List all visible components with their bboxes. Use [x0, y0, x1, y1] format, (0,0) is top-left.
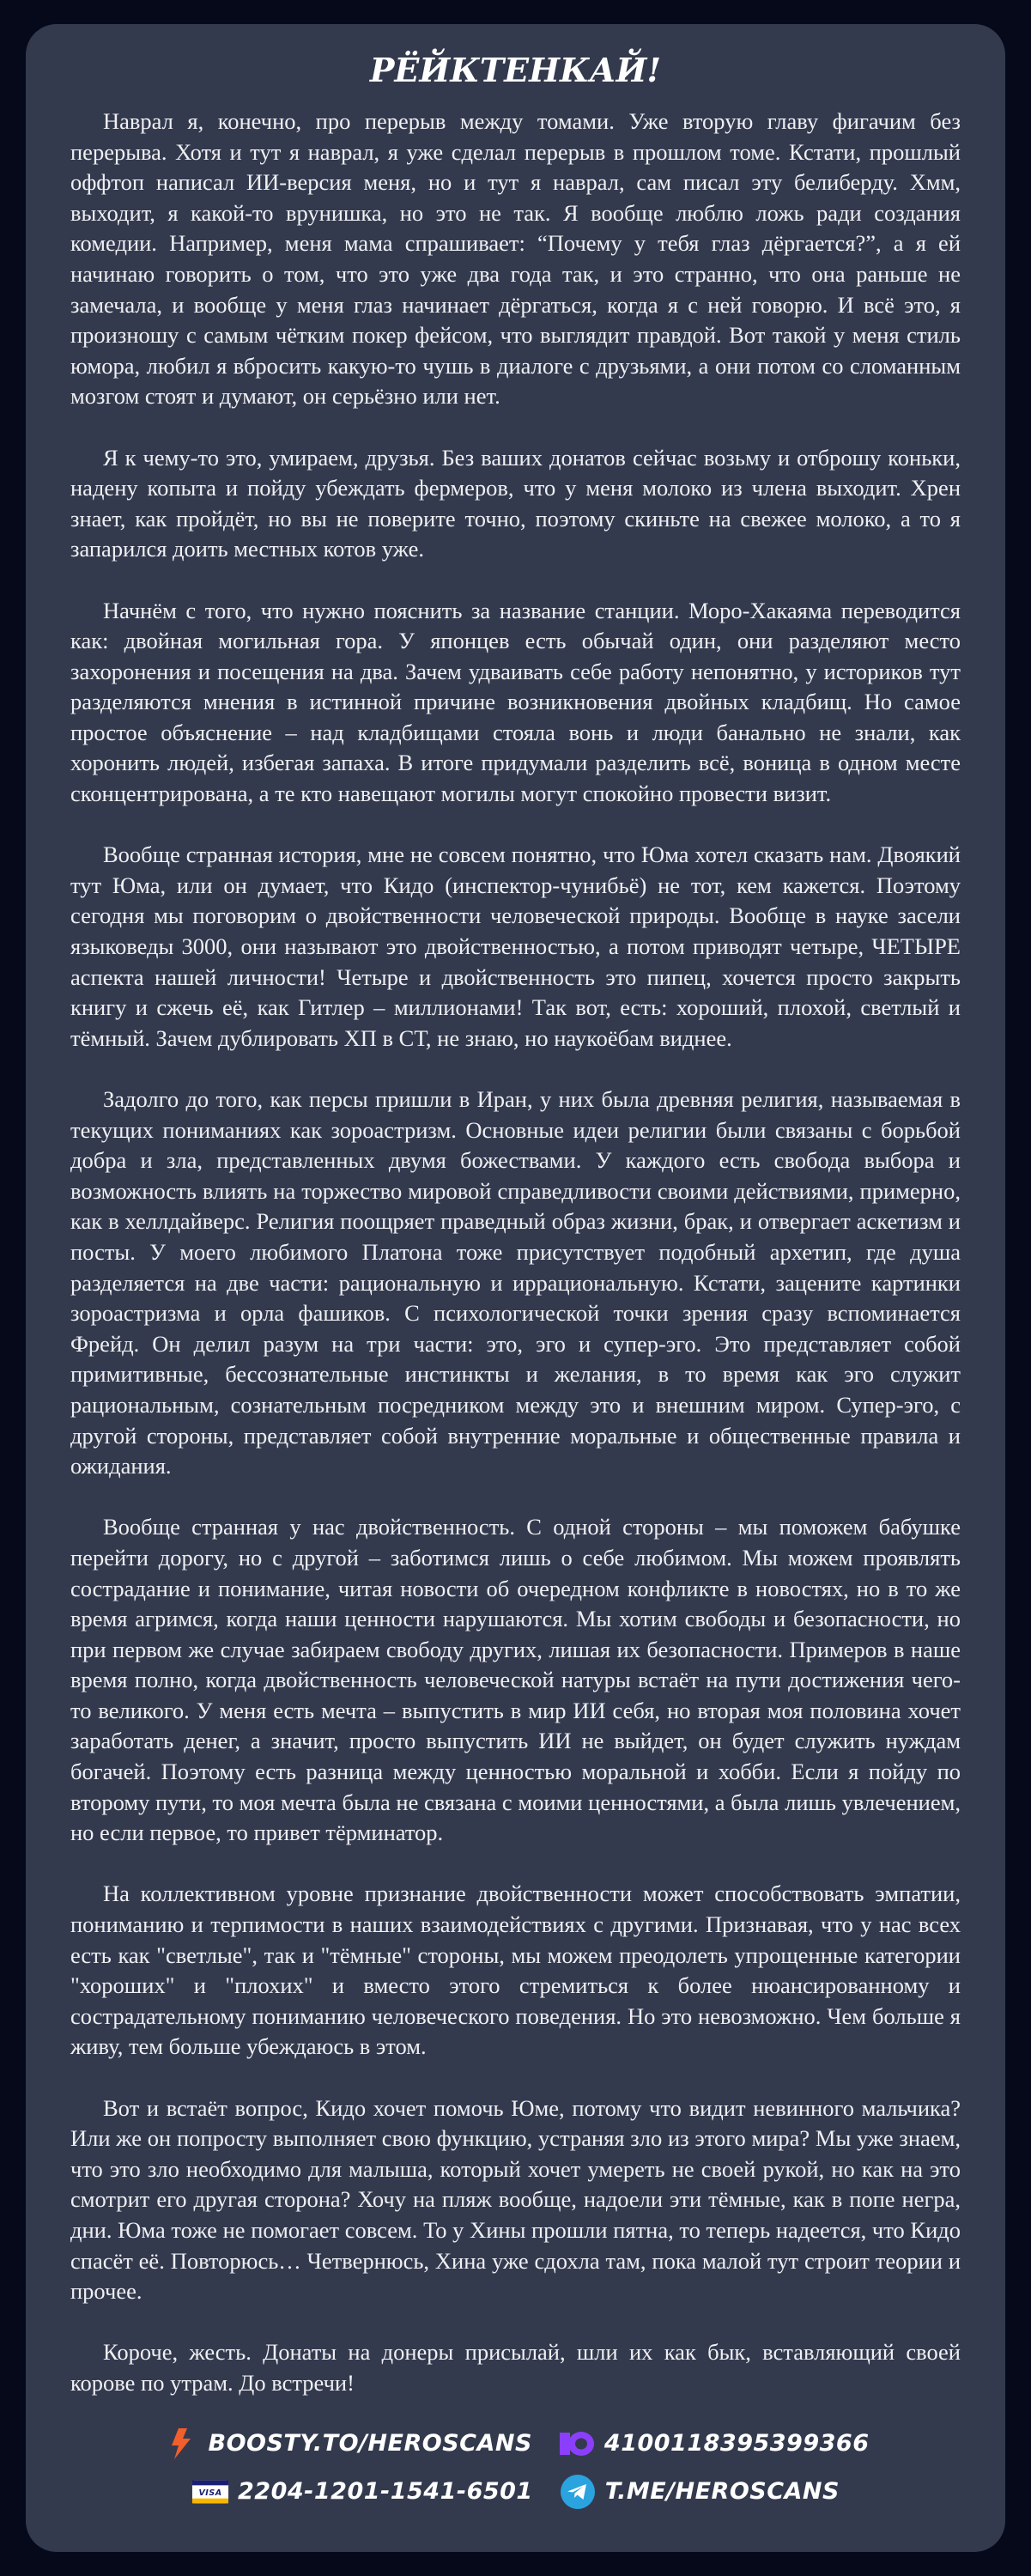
paragraph-5: Задолго до того, как персы пришли в Иран, у них была древняя религия, называемая в текущих пониманиях как зороастризм. Основные идеи религии были связаны с борьбой добра и зла, представленных двумя божествами. У каждого есть свобода выбора и возможность влиять на торжество мировой справедливости своими действиями, примерно, как в хеллдайверс. Религия поощряет праведный образ жизни, брак, и отвергает аскетизм и посты. У моего любимого Платона тоже присутствует подобный архетип, где душа разделяется на две части: рациональную и иррациональную. Кстати, зацените картинки зороастризма и орла фашиков. С психологической точки зрения сразу вспоминается Фрейд. Он делил разум на три части: это, эго и супер-эго. Это представляет собой примитивные, бессознательные инстинкты и желания, в то время как эго служит рациональным, сознательным посредником между это и внешним миром. Супер-эго, с другой стороны, представляет собой внутренние моральные и общественные правила и ожидания. — [70, 1086, 961, 1479]
visa-card-icon — [191, 2473, 229, 2511]
yoomoney-link[interactable] — [558, 2425, 870, 2463]
donation-links — [70, 2425, 961, 2511]
telegram-icon — [559, 2473, 597, 2511]
page-title: РЁЙКТЕНКАЙ! — [369, 51, 662, 89]
boosty-icon — [162, 2425, 200, 2463]
telegram-link-text: T.ME/HEROSCANS — [604, 2478, 840, 2506]
boosty-link[interactable] — [162, 2425, 532, 2463]
paragraph-7: На коллективном уровне признание двойственности может способствовать эмпатии, пониманию и терпимости в наших взаимодействиях с другими. Признавая, что у нас всех есть как "светлые", так и "тёмные" стороны, мы можем преодолеть упрощенные категории "хороших" и "плохих" и вместо этого стремиться к более нюансированному и сострадательному пониманию человеческого поведения. Но это невозможно. Чем больше я живу, тем больше убеждаюсь в этом. — [70, 1880, 961, 2060]
paragraph-9: Короче, жесть. Донаты на донеры присылай, шли их как бык, вставляющий своей корове по утрам. До встречи! — [70, 2339, 961, 2396]
paragraph-8: Вот и встаёт вопрос, Кидо хочет помочь Юме, потому что видит невинного мальчика? Или же он попросту выполняет свою функцию, устраняя зло из этого мира? Мы уже знаем, что это зло необходимо для малыша, который хочет умереть не своей рукой, но как на это смотрит его другая сторона? Хочу на пляж вообще, надоели эти тёмные, как в попе негра, дни. Юма тоже не помогает совсем. То у Хины прошли пятна, то теперь надеется, что Кидо спасёт её. Повторюсь… Четвернюсь, Хина уже сдохла там, пока малой тут строит теории и прочее. — [70, 2094, 961, 2305]
card-number: 2204-1201-1541-6501 — [238, 2478, 533, 2506]
paragraph-4: Вообще странная история, мне не совсем понятно, что Юма хотел сказать нам. Двоякий тут Юма, или он думает, что Кидо (инспектор-чунибьё) не тот, кем кажется. Поэтому сегодня мы поговорим о двойственности человеческой природы. Вообще в науке засели языковеды 3000, они называют это двойственностью, а потом приводят четыре, ЧЕТЫРЕ аспекта нашей личности! Четыре и двойственность это пипец, хочется просто закрыть книгу и сжечь её, как Гитлер – миллионами! Так вот, есть: хороший, плохой, светлый и тёмный. Зачем дублировать ХП в СТ, не знаю, но наукоёбам виднее. — [70, 841, 961, 1051]
yoomoney-icon — [558, 2425, 596, 2463]
visa-brand-label: VISA — [198, 2488, 222, 2498]
telegram-link[interactable] — [559, 2473, 840, 2511]
yoomoney-wallet-number: 4100118395399366 — [603, 2430, 870, 2458]
paragraph-2: Я к чему-то это, умираем, друзья. Без ваших донатов сейчас возьму и отброшу коньки, надену копыта и пойду убеждать фермеров, что у меня молоко из члена выходит. Хрен знает, как пройдёт, но вы не поверите точно, поэтому скиньте на свежее молоко, а то я запарился доить местных котов уже. — [70, 444, 961, 562]
announcement-card — [26, 24, 1005, 2552]
paragraph-3: Начнём с того, что нужно пояснить за название станции. Моро-Хакаяма переводится как: двойная могильная гора. У японцев есть обычай один, они разделяют место захоронения и посещения на два. Зачем удваивать себе работу непонятно, у историков тут разделяются мнения в истинной причине возникновения двойных кладбищ. Но самое простое объяснение – над кладбищами стояла вонь и люди банально не знали, как хоронить людей, избегая запаха. В итоге придумали разделить всё, воница в одном месте сконцентрирована, а те кто навещают могилы могут спокойно провести визит. — [70, 597, 961, 807]
card-number-link[interactable] — [191, 2473, 533, 2511]
paragraph-6: Вообще странная у нас двойственность. С одной стороны – мы поможем бабушке перейти дорогу, но с другой – заботимся лишь о себе любимом. Мы можем проявлять сострадание и понимание, читая новости об очередном конфликте в новостях, но в то же время агримся, когда наши ценности нарушаются. Мы хотим свободы и безопасности, но при первом же случае забираем свободу других, лишая их безопасности. Примеров в наше время полно, когда двойственность человеческой натуры встаёт на пути достижения чего-то великого. У меня есть мечта – выпустить в мир ИИ себя, но вторая моя половина хочет заработать денег, а значит, просто выпустить ИИ не выйдет, он будет служить нуждам богачей. Поэтому есть разница между ценностью моральной и хобби. Если я пойду по второму пути, то моя мечта была не связана с моими ценностями, а была лишь увлечением, но если первое, то привет тёрминатор. — [70, 1514, 961, 1846]
links-row-2 — [191, 2473, 840, 2511]
links-row-1 — [162, 2425, 870, 2463]
boosty-link-text: BOOSTY.TO/HEROSCANS — [208, 2430, 532, 2458]
paragraph-1: Наврал я, конечно, про перерыв между томами. Уже вторую главу фигачим без перерыва. Хотя и тут я наврал, я уже сделал перерыв в прошлом томе. Кстати, прошлый оффтоп написал ИИ-версия меня, но и тут я наврал, сам писал эту белиберду. Хмм, выходит, я какой-то врунишка, но это не так. Я вообще люблю ложь ради создания комедии. Например, меня мама спрашивает: “Почему у тебя глаз дёргается?”, а я ей начинаю говорить о том, что это уже два года так, и это странно, что она раньше не замечала, и вообще у меня глаз начинает дёргаться, когда я с ней говорю. И всё это, я произношу с самым чётким покер фейсом, что выглядит правдой. Вот такой у меня стиль юмора, любил я вбросить какую-то чушь в диалоге с друзьями, а они потом со сломанным мозгом стоят и думают, он серьёзно или нет. — [70, 108, 961, 410]
